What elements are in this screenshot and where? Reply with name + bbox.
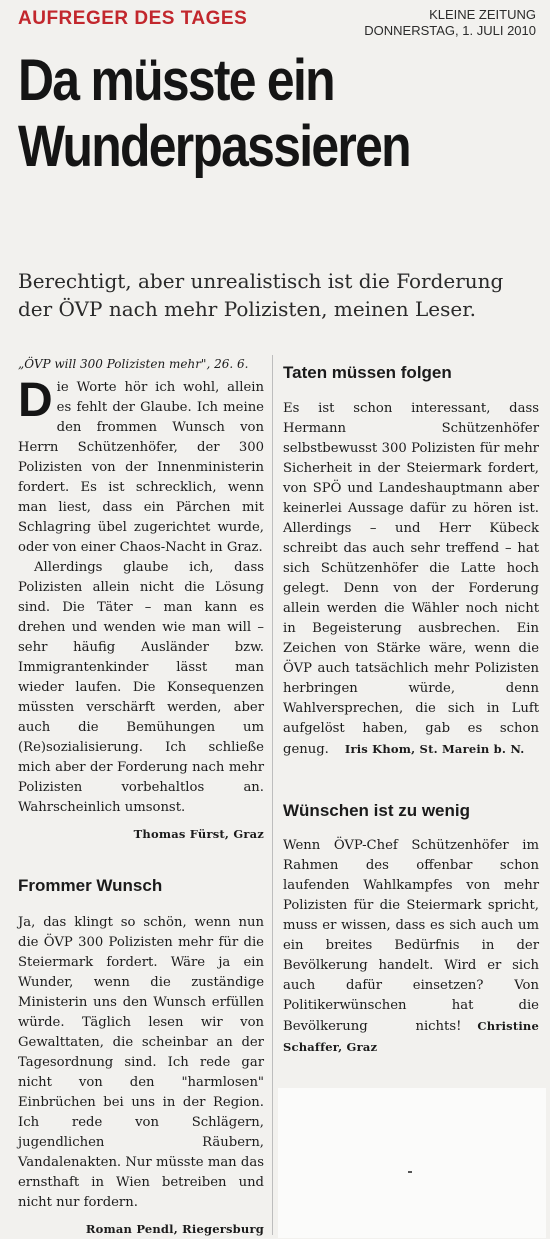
- letter-fourth: [283, 836, 539, 1058]
- letter-signature: Roman Pendl, Riegersburg: [85, 1222, 264, 1236]
- letter-signature: Thomas Fürst, Graz: [133, 827, 264, 841]
- letter-text: ie Worte hör ich wohl, allein es fehlt der Glaube. Ich meine den frommen Wunsch von Herrn Schützenhöfer, der 300 Polizisten von der Innenministerin fordert. Es ist schrecklich, wenn man liest, dass ein Pärchen mit Schlagring übel zugerichtet wurde, oder von einer Chaos-Nacht in Graz.: [18, 380, 264, 555]
- letter-second: [18, 913, 264, 1239]
- letter-title: Taten müssen folgen: [283, 363, 452, 382]
- publication-date: DONNERSTAG, 1. JULI 2010: [364, 23, 536, 38]
- letter-text: Wenn ÖVP-Chef Schützenhöfer im Rahmen des offenbar schon laufenden Wahlkampfes von mehr Polizisten für die Steiermark spricht, muss er wissen, dass es sich auch um ein breites Bedürfnis in der Bevölkerung handelt. Wird er sich auch dafür einsetzen? Von Politikerwünschen hat die Bevölkerung nichts!: [283, 838, 539, 1034]
- letter-paragraph: Allerdings glaube ich, dass Polizisten allein nicht die Lösung sind. Die Täter – man kann es drehen und wenden wie man will – sehr häufig Ausländer bzw. Immigrantenkinder lässt man wieder laufen. Die Konsequenzen müssten verschärft werden, aber auch die Bemühungen um (Re)sozialisierung. Ich schließe mich aber der Forderung nach mehr Polizisten vorbehaltlos an. Wahrscheinlich umsonst.: [18, 560, 264, 815]
- empty-area: [278, 1088, 546, 1238]
- letter-first: [18, 354, 264, 844]
- letter-paragraph: [283, 399, 539, 760]
- masthead: [0, 0, 550, 50]
- letter-paragraph: [283, 836, 539, 1058]
- letter-title: Wünschen ist zu wenig: [283, 801, 471, 820]
- letter-paragraph: [18, 374, 264, 558]
- paper-name: KLEINE ZEITUNG: [429, 7, 536, 22]
- letter-reference: „ÖVP will 300 Polizisten mehr", 26. 6.: [18, 357, 249, 371]
- lead-paragraph: Berechtigt, aber unrealistisch ist die Forderung der ÖVP nach mehr Polizisten, meinen Leser.: [18, 269, 504, 321]
- letter-third: [283, 399, 539, 760]
- print-speck: [408, 1171, 412, 1173]
- drop-cap: D: [18, 374, 53, 427]
- letter-signature: Iris Khom, St. Marein b. N.: [344, 742, 525, 756]
- letter-signature: Christine Schaffer, Graz: [283, 1019, 539, 1054]
- letter-text: Es ist schon interessant, dass Hermann Schützenhöfer selbstbewusst 300 Polizisten für mehr Sicherheit in der Steiermark fordert, von SPÖ und Landeshauptmann aber keinerlei Aussage dafür zu hören ist. Allerdings – und Herr Kübeck schreibt das auch sehr treffend – hat sich Schützenhöfer die Latte hoch gelegt. Denn von der Forderung allein werden die Wähler noch nicht in Begeisterung ausbrechen. Ein Zeichen von Stärke wäre, wenn die ÖVP auch tatsächlich mehr Polizisten herbringen würde, denn Wahlversprechen, die sich in Luft aufgelöst haben, gab es schon genug.: [283, 401, 539, 757]
- section-rubric: AUFREGER DES TAGES: [18, 8, 248, 29]
- letter-paragraph: Ja, das klingt so schön, wenn nun die ÖVP 300 Polizisten mehr für die Steiermark fordert. Wäre ja ein Wunder, wenn die zuständige Ministerin uns den Wunsch erfüllen würde. Täglich lesen wir von Gewalttaten, die scheinbar an der Tagesordnung sind. Ich rede gar nicht von den "harmlosen" Einbrüchen bei uns in der Region. Ich rede von Schlägern, jugendlichen Räubern, Vandalenakten. Nur müsste man das ernsthaft in Wien betreiben und nicht nur fordern.: [18, 915, 264, 1210]
- headline-line-2: Wunderpassieren: [18, 114, 410, 179]
- column-divider: [272, 355, 273, 1235]
- publication-info: [364, 7, 536, 39]
- headline-line-1: Da müsste ein: [18, 48, 334, 113]
- headline: [18, 48, 465, 180]
- letter-title: Frommer Wunsch: [18, 876, 163, 895]
